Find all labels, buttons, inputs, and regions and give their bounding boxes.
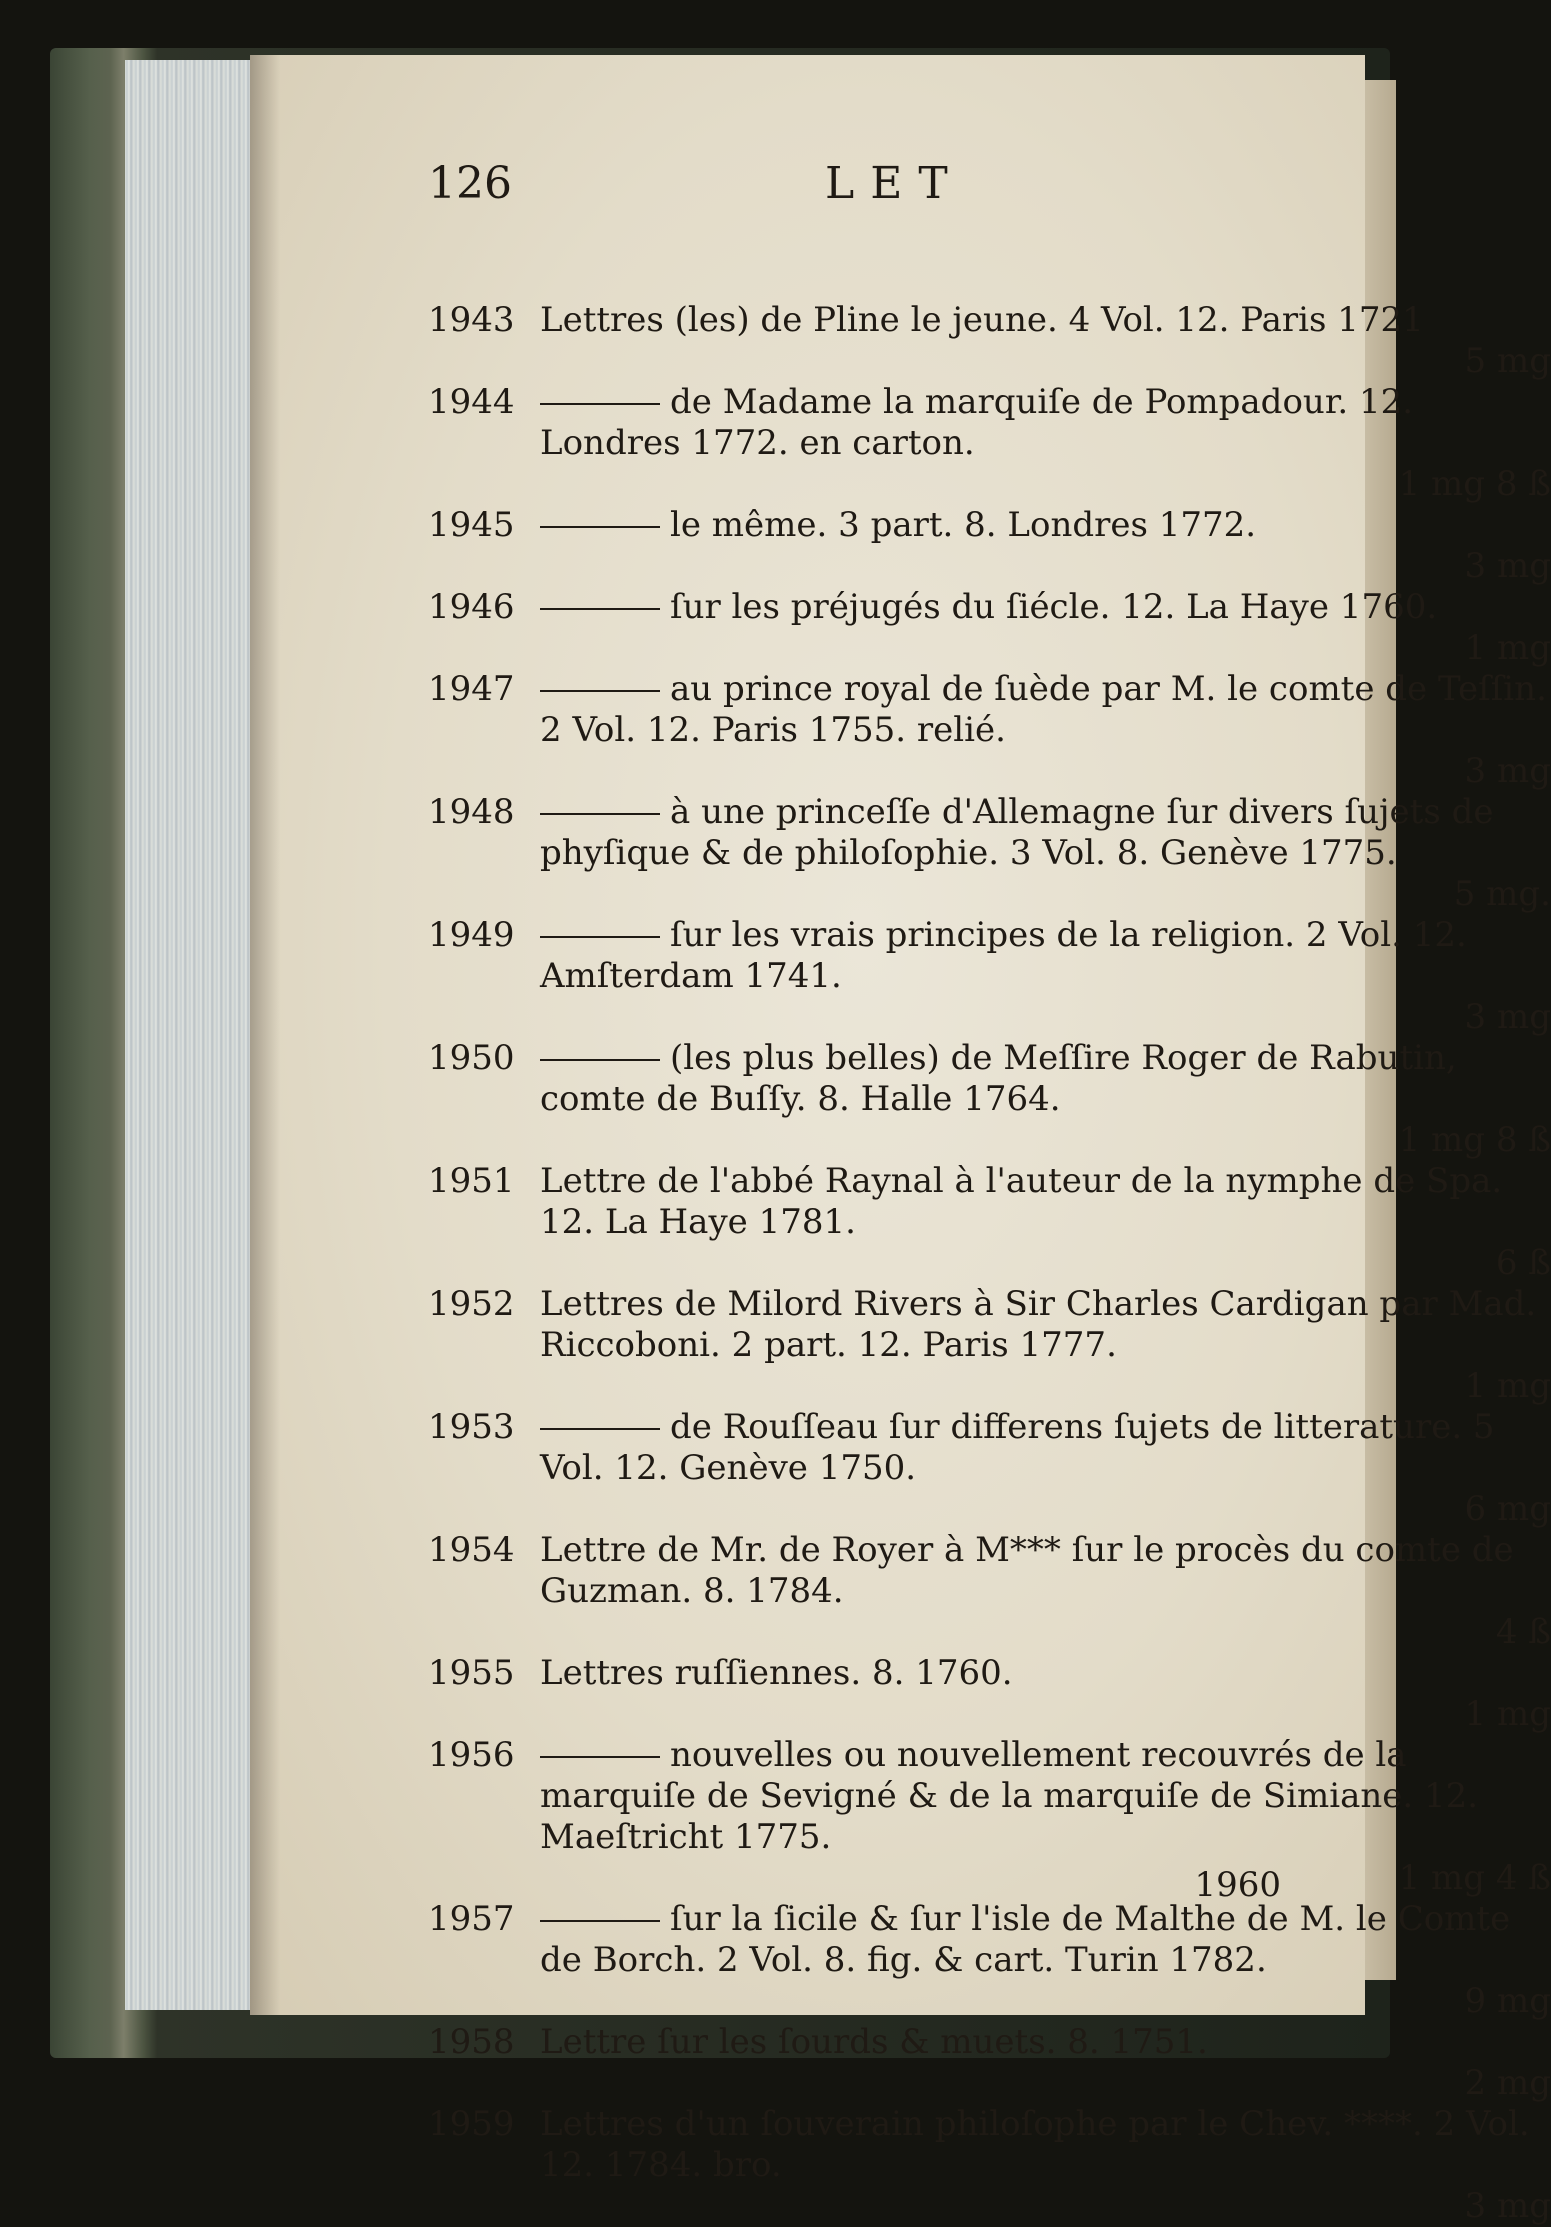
ditto-dash bbox=[540, 526, 660, 528]
catalog-entry bbox=[428, 1038, 1551, 1161]
entry-number: 1951 bbox=[428, 1161, 515, 1201]
entry-text: ſur les préjugés du ſiécle. 12. La Haye 1760. bbox=[670, 587, 1438, 627]
entry-text: ſur les vrais principes de la religion. 2 Vol. 12. Amſterdam 1741. bbox=[540, 915, 1467, 996]
ditto-dash bbox=[540, 403, 660, 405]
catalog-page bbox=[250, 55, 1551, 2226]
entry-price: 1 mg bbox=[1464, 1366, 1551, 1406]
entry-price: 3 mg bbox=[1464, 2186, 1551, 2226]
catalog-entry bbox=[428, 382, 1551, 505]
entry-number: 1952 bbox=[428, 1284, 515, 1324]
entry-text: Lettre de Mr. de Royer à M*** ſur le procès du comte de Guzman. 8. 1784. bbox=[540, 1530, 1514, 1611]
entry-text: (les plus belles) de Meſſire Roger de Rabutin, comte de Buſſy. 8. Halle 1764. bbox=[540, 1038, 1457, 1119]
entry-text: ſur la ſicile & ſur l'isle de Malthe de M. le Comte de Borch. 2 Vol. 8. fig. & cart. Turin 1782. bbox=[540, 1899, 1511, 1980]
ditto-dash bbox=[540, 1756, 660, 1758]
entry-price: 6 mg bbox=[1464, 1489, 1551, 1529]
catalog-entry bbox=[428, 300, 1551, 382]
entry-text: de Rouſſeau ſur differens ſujets de litterature. 5 Vol. 12. Genève 1750. bbox=[540, 1407, 1495, 1488]
entry-price: 1 mg 4 ß bbox=[1398, 1858, 1551, 1898]
ditto-dash bbox=[540, 1059, 660, 1061]
entry-text: Lettres ruſſiennes. 8. 1760. bbox=[540, 1653, 1013, 1693]
entry-price: 1 mg bbox=[1464, 628, 1551, 668]
ditto-dash bbox=[540, 608, 660, 610]
entry-price: 1 mg bbox=[1464, 1694, 1551, 1734]
entry-price: 5 mg bbox=[1464, 341, 1551, 381]
catalog-entry bbox=[428, 1899, 1551, 2022]
entry-price: 3 mg bbox=[1464, 751, 1551, 791]
catalog-entry bbox=[428, 1735, 1551, 1899]
entry-price: 6 ß bbox=[1495, 1243, 1551, 1283]
entry-number: 1958 bbox=[428, 2022, 515, 2062]
catalog-entry bbox=[428, 1161, 1551, 1284]
entry-number: 1955 bbox=[428, 1653, 515, 1693]
entry-number: 1953 bbox=[428, 1407, 515, 1447]
entry-number: 1948 bbox=[428, 792, 515, 832]
page-number: 126 bbox=[428, 158, 512, 209]
catalog-entry bbox=[428, 1653, 1551, 1735]
entry-number: 1943 bbox=[428, 300, 515, 340]
entry-price: 5 mg. bbox=[1453, 874, 1551, 914]
catalog-entry bbox=[428, 2022, 1551, 2104]
entry-number: 1959 bbox=[428, 2104, 515, 2144]
entry-list bbox=[428, 300, 1551, 2227]
catalog-entry bbox=[428, 1530, 1551, 1653]
catalog-entry bbox=[428, 2104, 1551, 2227]
page-edges bbox=[125, 60, 265, 2010]
entry-price: 9 mg bbox=[1464, 1981, 1551, 2021]
entry-number: 1950 bbox=[428, 1038, 515, 1078]
entry-number: 1945 bbox=[428, 505, 515, 545]
entry-text: Lettres (les) de Pline le jeune. 4 Vol. 12. Paris 1721 bbox=[540, 300, 1424, 340]
catalog-entry bbox=[428, 1284, 1551, 1407]
entry-text: Lettres de Milord Rivers à Sir Charles Cardigan par Mad. Riccoboni. 2 part. 12. Paris 1777. bbox=[540, 1284, 1537, 1365]
entry-price: 1 mg 8 ß bbox=[1398, 464, 1551, 504]
entry-text: Lettre ſur les ſourds & muets. 8. 1751. bbox=[540, 2022, 1208, 2062]
entry-number: 1947 bbox=[428, 669, 515, 709]
gutter-shadow bbox=[250, 55, 280, 2015]
entry-price: 3 mg bbox=[1464, 997, 1551, 1037]
entry-text: nouvelles ou nouvellement recouvrés de la marquiſe de Sevigné & de la marquiſe de Simiane. 12. Maeſtricht 1775. bbox=[540, 1735, 1479, 1857]
entry-price: 2 mg bbox=[1464, 2063, 1551, 2103]
entry-number: 1949 bbox=[428, 915, 515, 955]
catalog-entry bbox=[428, 587, 1551, 669]
entry-number: 1946 bbox=[428, 587, 515, 627]
entry-number: 1954 bbox=[428, 1530, 515, 1570]
catalog-entry bbox=[428, 915, 1551, 1038]
ditto-dash bbox=[540, 936, 660, 938]
entry-text: à une princeſſe d'Allemagne ſur divers ſujets de phyſique & de philoſophie. 3 Vol. 8. Genève 1775. bbox=[540, 792, 1494, 873]
entry-price: 4 ß bbox=[1495, 1612, 1551, 1652]
catalog-entry bbox=[428, 669, 1551, 792]
catalog-entry bbox=[428, 505, 1551, 587]
ditto-dash bbox=[540, 813, 660, 815]
running-head: LET bbox=[825, 158, 964, 209]
entry-price: 1 mg 8 ß bbox=[1398, 1120, 1551, 1160]
catalog-entry bbox=[428, 1407, 1551, 1530]
entry-text: le même. 3 part. 8. Londres 1772. bbox=[670, 505, 1257, 545]
entry-text: Lettre de l'abbé Raynal à l'auteur de la nymphe de Spa. 12. La Haye 1781. bbox=[540, 1161, 1503, 1242]
entry-text: au prince royal de ſuède par M. le comte de Teſſin. 2 Vol. 12. Paris 1755. relié. bbox=[540, 669, 1547, 750]
entry-number: 1956 bbox=[428, 1735, 515, 1775]
catalog-entry bbox=[428, 792, 1551, 915]
ditto-dash bbox=[540, 1428, 660, 1430]
entry-text: de Madame la marquiſe de Pompadour. 12. Londres 1772. en carton. bbox=[540, 382, 1414, 463]
ditto-dash bbox=[540, 1920, 660, 1922]
entry-price: 3 mg bbox=[1464, 546, 1551, 586]
ditto-dash bbox=[540, 690, 660, 692]
entry-number: 1957 bbox=[428, 1899, 515, 1939]
entry-number: 1944 bbox=[428, 382, 515, 422]
entry-text: Lettres d'un ſouverain philoſophe par le Chev. ****. 2 Vol. 12. 1784. bro. bbox=[540, 2104, 1530, 2185]
catchword: 1960 bbox=[1194, 1865, 1281, 1905]
